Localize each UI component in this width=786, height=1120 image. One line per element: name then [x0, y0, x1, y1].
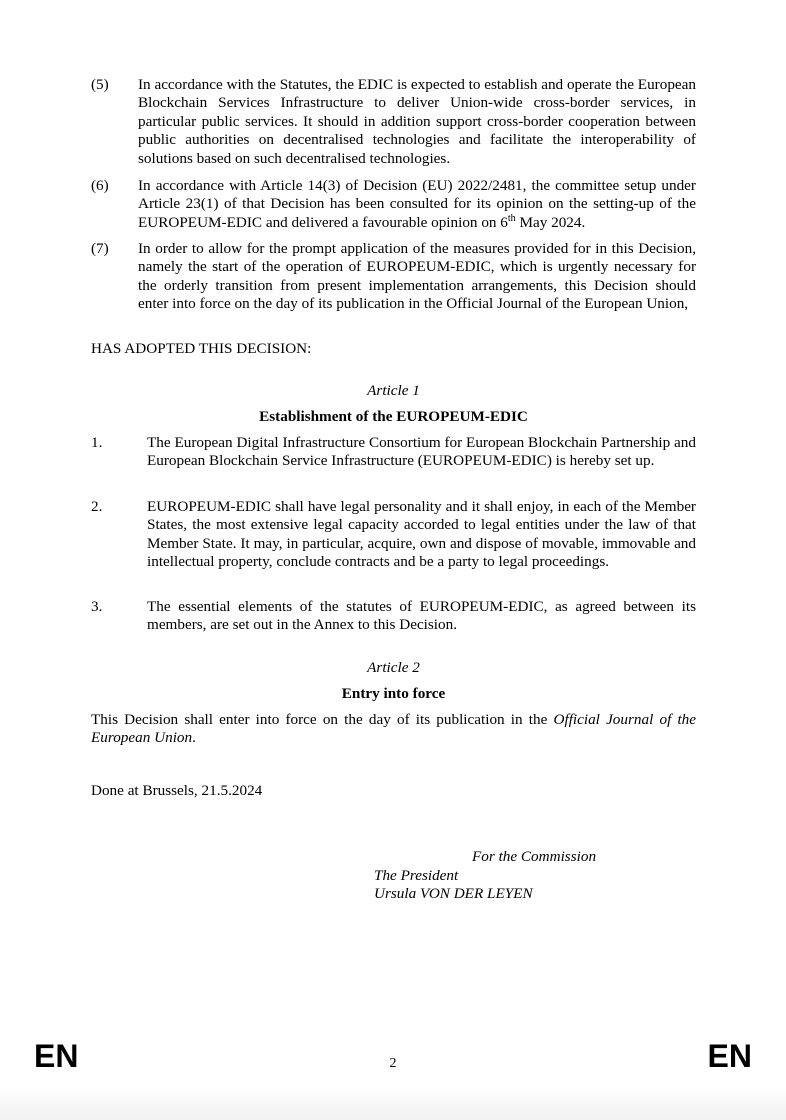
- article-1-title: Establishment of the EUROPEUM-EDIC: [259, 408, 528, 425]
- article-2-label: Article 2: [367, 659, 420, 676]
- recital-text-part: In accordance with Article 14(3) of Decision (EU) 2022/2481, the committee setup under Article 23(1) of that Decision has been consulted for its opinion on the setting-up of the EUROPEUM-EDIC and delivered a favourable opinion on 6: [138, 177, 696, 231]
- recital-5: [91, 76, 696, 168]
- recital-text-part: May 2024.: [515, 213, 586, 231]
- paragraph-text: The essential elements of the statutes of EUROPEUM-EDIC, as agreed between its members, are set out in the Annex to this Decision.: [147, 598, 696, 634]
- language-marker-right: EN: [707, 1038, 752, 1074]
- official-journal-title: Official Journal of the European Union: [91, 711, 697, 747]
- recital-text: [138, 177, 696, 232]
- article-2-text-part: This Decision shall enter into force on the day of its publication in the: [91, 711, 554, 728]
- article-1-paragraph-2: [91, 498, 696, 572]
- paragraph-text: EUROPEUM-EDIC shall have legal personality and it shall enjoy, in each of the Member States, the most extensive legal capacity accorded to legal entities under the law of that Member State. It may, in particular, acquire, own and dispose of movable, immovable and intellectual property, conclude contracts and be a party to legal proceedings.: [147, 498, 696, 571]
- recital-6: [91, 177, 696, 232]
- article-1-label: Article 1: [367, 382, 420, 399]
- article-1-paragraph-3: [91, 598, 696, 635]
- page-number: 2: [389, 1056, 397, 1071]
- recital-text: In order to allow for the prompt application of the measures provided for in this Decision, namely the start of the operation of EUROPEUM-EDIC, which is urgently necessary for the orderly transition from present implementation arrangements, this Decision should enter into force on the day of its publication in the Official Journal of the European Union,: [138, 240, 696, 313]
- language-marker-left: EN: [34, 1038, 79, 1074]
- adoption-statement: HAS ADOPTED THIS DECISION:: [91, 340, 312, 357]
- recital-7: [91, 240, 696, 314]
- done-at-line: Done at Brussels, 21.5.2024: [91, 782, 263, 799]
- article-2-text: [91, 711, 696, 748]
- page-bottom-shade: [0, 1085, 786, 1120]
- paragraph-number: 2.: [91, 498, 103, 515]
- paragraph-number: 3.: [91, 598, 103, 615]
- signature-for: For the Commission: [472, 848, 597, 865]
- article-1-paragraph-1: [91, 434, 696, 471]
- signature-name: Ursula VON DER LEYEN: [374, 885, 533, 902]
- recital-text: In accordance with the Statutes, the EDIC is expected to establish and operate the European Blockchain Services Infrastructure to deliver Union-wide cross-border services, in particular public services. It should in addition support cross-border cooperation between public authorities on decentralised technologies and facilitate the interoperability of solutions based on such decentralised technologies.: [138, 76, 696, 167]
- paragraph-number: 1.: [91, 434, 103, 451]
- recital-number: (7): [91, 240, 109, 257]
- paragraph-text: The European Digital Infrastructure Consortium for European Blockchain Partnership and European Blockchain Service Infrastructure (EUROPEUM-EDIC) is hereby set up.: [147, 434, 696, 470]
- recital-number: (6): [91, 177, 109, 194]
- signature-role: The President: [374, 867, 459, 884]
- article-2-title: Entry into force: [341, 685, 446, 702]
- superscript: th: [507, 212, 516, 224]
- recital-number: (5): [91, 76, 109, 93]
- article-2-text-part: .: [192, 729, 196, 747]
